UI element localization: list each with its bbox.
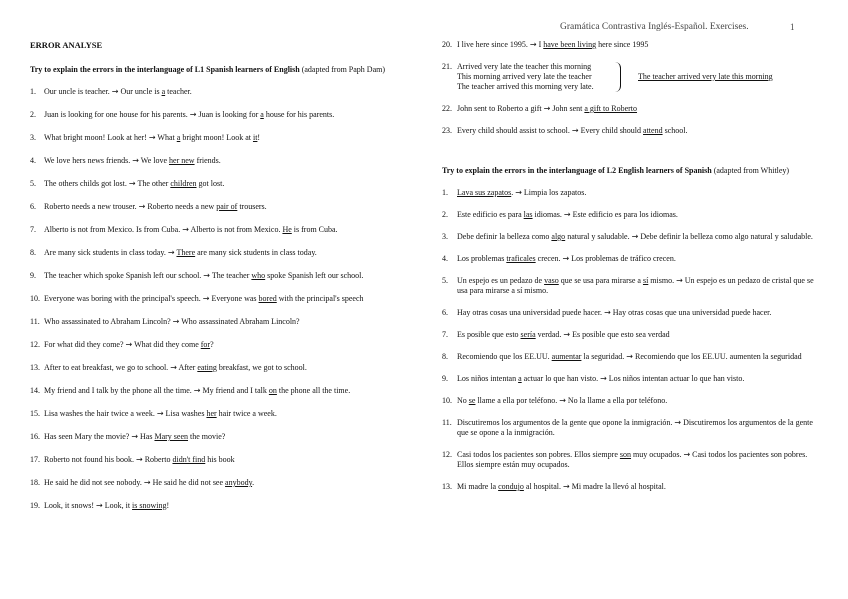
item-text: Mi madre la (457, 482, 499, 491)
corrected-text: las (523, 210, 533, 219)
item-number: 2. (442, 210, 448, 219)
exercise-item (30, 294, 408, 304)
exercise-item (30, 455, 408, 465)
left-intro-bold: Try to explain the errors in the interlanguage of L1 Spanish learners of English (30, 65, 300, 74)
corrected-text: pair of (216, 202, 238, 211)
arrow-right-icon: → (563, 482, 570, 491)
corrected-text: Mary seen (154, 432, 189, 441)
exercise-item-23 (442, 126, 822, 136)
exercise-item (30, 133, 408, 143)
corrected-text: anybody (225, 478, 253, 487)
exercise-item (442, 308, 822, 318)
item-number: 11. (442, 418, 452, 427)
item-text: Our uncle is teacher. (44, 87, 112, 96)
item-21-line-2: This morning arrived very late the teacher (457, 72, 592, 81)
arrow-right-icon: → (543, 104, 551, 113)
item-number: 10. (30, 294, 40, 303)
corrected-text: aumentar (551, 352, 582, 361)
item-text: Un espejo es un pedazo de cristal que se usa para mirarse a sí mismo. (457, 276, 814, 295)
arrow-right-icon: → (96, 501, 103, 510)
item-text: Discutiremos los argumentos de la gente que opone la inmigración. (457, 418, 675, 427)
item-text: Hay otras cosas que una universidad puede hacer. (610, 308, 772, 317)
section-spacer (442, 148, 822, 166)
item-text: John sent to Roberto a gift (457, 104, 544, 113)
arrow-right-icon: → (132, 156, 139, 165)
corrected-text: have been living (543, 40, 597, 49)
item-text: I (536, 40, 544, 49)
item-text: The teacher (210, 271, 252, 280)
item-text: school. (662, 126, 688, 135)
item-text: la seguridad. (581, 352, 627, 361)
item-number: 12. (442, 450, 452, 459)
corrected-text: eating (197, 363, 217, 372)
item-text: No la llame a ella por teléfono. (565, 396, 668, 405)
item-text: Casi todos los pacientes son pobres. Ellos siempre (457, 450, 620, 459)
item-text: Debe definir la belleza como algo natural y saludable. (638, 232, 813, 241)
item-text: bright moon! Look at (180, 133, 253, 142)
corrected-text: a (176, 133, 181, 142)
arrow-right-icon: → (676, 276, 683, 285)
section-heading: ERROR ANALYSE (30, 40, 103, 50)
left-intro-rest: (adapted from Paph Dam) (299, 65, 386, 74)
exercise-item (442, 352, 822, 362)
arrow-right-icon: → (189, 110, 197, 119)
item-text: ! (257, 133, 261, 142)
item-text: house for his parents. (263, 110, 335, 119)
item-number: 8. (30, 248, 36, 257)
exercise-item (30, 432, 408, 442)
corrected-text: a (518, 374, 522, 383)
item-text: Juan is looking for (196, 110, 261, 119)
corrected-text: Lava sus zapatos (457, 188, 512, 197)
item-text: Los problemas de tráfico crecen. (569, 254, 676, 263)
item-text: The others childs got lost. (44, 179, 129, 188)
item-text: the movie? (188, 432, 226, 441)
item-text: Juan is looking for one house for his parents. (44, 110, 190, 119)
exercise-item (30, 271, 408, 281)
arrow-right-icon: → (563, 330, 571, 339)
item-text: Roberto needs a new (145, 202, 217, 211)
arrow-right-icon: → (172, 317, 180, 326)
corrected-text: is snowing (132, 501, 167, 510)
arrow-right-icon: → (125, 340, 133, 349)
item-number: 4. (30, 156, 36, 165)
corrected-text: a (161, 87, 166, 96)
item-text: What bright moon! Look at her! (44, 133, 149, 142)
item-number: 2. (30, 110, 36, 119)
item-text: Los niños intentan (457, 374, 519, 383)
exercise-item (30, 225, 408, 235)
exercise-item (30, 501, 408, 511)
corrected-text: for (200, 340, 211, 349)
item-text: llame a ella por teléfono. (475, 396, 560, 405)
item-text: Recomiendo que los EE.UU. aumenten la seguridad (633, 352, 802, 361)
item-text: mismo. (648, 276, 677, 285)
item-text: Every child should assist to school. (457, 126, 572, 135)
item-number: 13. (30, 363, 40, 372)
exercise-item (30, 317, 408, 327)
item-number: 22. (442, 104, 452, 113)
corrected-text: traficales (506, 254, 536, 263)
item-text: Un espejo es un pedazo de (457, 276, 545, 285)
item-text: After to eat breakfast, we go to school. (44, 363, 171, 372)
exercise-item (30, 363, 408, 373)
item-text: Alberto is not from Mexico. Is from Cuba. (44, 225, 183, 234)
item-text: He said he did not see nobody. (44, 478, 144, 487)
corrected-text: There (176, 248, 196, 257)
corrected-text: it (252, 133, 258, 142)
item-text: are many sick students in class today. (195, 248, 317, 257)
item-text: Debe definir la belleza como (457, 232, 552, 241)
left-column (30, 40, 408, 524)
exercise-item (30, 248, 408, 258)
left-intro (30, 65, 408, 75)
arrow-right-icon: → (571, 126, 579, 135)
item-text: Los problemas (457, 254, 507, 263)
arrow-right-icon: → (626, 352, 633, 361)
arrow-right-icon: → (136, 455, 143, 464)
right-intro (442, 166, 822, 176)
item-text: What (155, 133, 177, 142)
item-text: Alberto is not from Mexico. (188, 225, 283, 234)
item-text: Recomiendo que los EE.UU. (457, 352, 552, 361)
corrected-text: son (619, 450, 631, 459)
arrow-right-icon: → (562, 254, 570, 263)
item-text: . (252, 478, 255, 487)
item-number: 11. (30, 317, 40, 326)
item-number: 3. (442, 232, 448, 241)
item-text: Roberto (142, 455, 173, 464)
item-text: We love (138, 156, 170, 165)
corrected-text: condujo (498, 482, 524, 491)
item-text: crecen. (535, 254, 563, 263)
item-number: 23. (442, 126, 452, 135)
item-text: natural y saludable. (565, 232, 632, 241)
item-text: got lost. (196, 179, 225, 188)
exercise-item (30, 478, 408, 488)
item-number: 8. (442, 352, 448, 361)
item-text: The other (135, 179, 171, 188)
exercise-item (442, 276, 822, 296)
exercise-item (30, 179, 408, 189)
exercise-item (442, 210, 822, 220)
item-number: 6. (30, 202, 36, 211)
item-number: 14. (30, 386, 40, 395)
curly-brace-icon (614, 62, 621, 92)
corrected-text: her new (169, 156, 195, 165)
item-text: My friend and I talk (200, 386, 269, 395)
exercise-item (442, 450, 822, 470)
item-text: ? (210, 340, 214, 349)
item-text: Has (138, 432, 155, 441)
item-text: actuar lo que han visto. (521, 374, 601, 383)
arrow-right-icon: → (143, 478, 151, 487)
item-text: Every child should (578, 126, 644, 135)
arrow-right-icon: → (193, 386, 201, 395)
item-text: Has seen Mary the movie? (44, 432, 132, 441)
arrow-right-icon: → (170, 363, 177, 372)
corrected-text: sería (520, 330, 536, 339)
item-number: 15. (30, 409, 40, 418)
arrow-right-icon: → (631, 232, 639, 241)
item-text: John sent (550, 104, 585, 113)
arrow-right-icon: → (148, 133, 156, 142)
item-number: 3. (30, 133, 36, 142)
item-text: Everyone was (209, 294, 259, 303)
item-text: idiomas. (532, 210, 564, 219)
item-text: Discutiremos los argumentos de la gente que se opone a la inmigración. (457, 418, 813, 437)
item-21-line-1: Arrived very late the teacher this morning (457, 62, 592, 71)
item-text: Look, it (102, 501, 133, 510)
corrected-text: algo (551, 232, 566, 241)
item-text: Are many sick students in class today. (44, 248, 168, 257)
exercise-item (442, 418, 822, 438)
item-number: 5. (30, 179, 36, 188)
right-column (442, 40, 822, 504)
arrow-right-icon: → (111, 87, 119, 96)
page-number: 1 (790, 22, 795, 32)
right-intro-bold: Try to explain the errors in the interlanguage of L2 English learners of Spanish (442, 166, 712, 175)
item-text: Mi madre la llevó al hospital. (569, 482, 666, 491)
item-text: is from Cuba. (291, 225, 338, 234)
arrow-right-icon: → (674, 418, 682, 427)
item-number: 9. (442, 374, 448, 383)
item-21-correction: The teacher arrived very late this morning (638, 72, 773, 81)
exercise-item (442, 232, 822, 242)
item-number: 5. (442, 276, 448, 285)
item-number: 1. (442, 188, 448, 197)
item-number: 6. (442, 308, 448, 317)
item-text: al hospital. (523, 482, 563, 491)
item-text: Who assassinated to Abraham Lincoln? (44, 317, 173, 326)
corrected-text: a gift to Roberto (584, 104, 638, 113)
item-21-line-3: The teacher arrived this morning very late. (457, 82, 594, 91)
exercise-item-21 (442, 62, 822, 92)
exercise-item (30, 340, 408, 350)
item-text: Our uncle is (118, 87, 162, 96)
item-text: muy ocupados. (631, 450, 684, 459)
corrected-text: bored (258, 294, 277, 303)
exercise-item (30, 202, 408, 212)
item-text: Lisa washes the hair twice a week. (44, 409, 157, 418)
right-exercise-list (442, 188, 822, 492)
item-text: Es posible que esto sea verdad (570, 330, 670, 339)
arrow-right-icon: → (167, 248, 175, 257)
item-text: ! (166, 501, 170, 510)
corrected-text: se (468, 396, 476, 405)
item-number: 17. (30, 455, 40, 464)
item-text: Hay otras cosas una universidad puede hacer. (457, 308, 605, 317)
arrow-right-icon: → (128, 179, 136, 188)
item-text: verdad. (535, 330, 564, 339)
item-text: Casi todos los pacientes son pobres. Ellos siempre están muy ocupados. (457, 450, 808, 469)
arrow-right-icon: → (182, 225, 189, 234)
item-text: Este edificio es para los idiomas. (570, 210, 678, 219)
exercise-item-20 (442, 40, 822, 50)
item-text: What did they come (132, 340, 201, 349)
arrow-right-icon: → (202, 294, 210, 303)
item-number: 18. (30, 478, 40, 487)
exercise-item-22 (442, 104, 822, 114)
right-intro-rest: (adapted from Whitley) (711, 166, 790, 175)
item-text: que se usa para mirarse a (558, 276, 643, 285)
item-text: Este edificio es para (457, 210, 524, 219)
arrow-right-icon: → (131, 432, 139, 441)
arrow-right-icon: → (683, 450, 691, 459)
item-text: I live here since 1995. (457, 40, 530, 49)
corrected-text: attend (643, 126, 663, 135)
exercise-item (30, 87, 408, 97)
item-text: Es posible que esto (457, 330, 521, 339)
item-number: 7. (442, 330, 448, 339)
item-text: We love hers news friends. (44, 156, 133, 165)
corrected-text: didn't find (172, 455, 206, 464)
item-number: 9. (30, 271, 36, 280)
exercise-item (30, 110, 408, 120)
item-text: teacher. (165, 87, 192, 96)
arrow-right-icon: → (559, 396, 566, 405)
exercise-item (442, 482, 822, 492)
exercise-item (442, 188, 822, 198)
item-text: hair twice a week. (216, 409, 277, 418)
item-text: spoke Spanish left our school. (265, 271, 364, 280)
item-text: Roberto not found his book. (44, 455, 136, 464)
item-text: Everyone was boring with the principal's speech. (44, 294, 203, 303)
corrected-text: He (282, 225, 292, 234)
document-header: Gramática Contrastiva Inglés-Español. Exercises. (560, 22, 749, 32)
arrow-right-icon: → (529, 40, 537, 49)
item-number: 19. (30, 501, 40, 510)
corrected-text: her (206, 409, 217, 418)
item-text: trousers. (237, 202, 267, 211)
item-text: his book (205, 455, 235, 464)
corrected-text: children (170, 179, 197, 188)
item-text: For what did they come? (44, 340, 126, 349)
arrow-right-icon: → (600, 374, 607, 383)
item-text: Los niños intentan actuar lo que han visto. (606, 374, 745, 383)
item-text: After (176, 363, 198, 372)
item-text: Limpia los zapatos. (521, 188, 587, 197)
arrow-right-icon: → (563, 210, 571, 219)
exercise-item (30, 386, 408, 396)
item-text: Roberto needs a new trouser. (44, 202, 139, 211)
corrected-text: sí (642, 276, 649, 285)
arrow-right-icon: → (156, 409, 164, 418)
item-number: 21. (442, 62, 452, 71)
item-number: 10. (442, 396, 452, 405)
item-text: here since 1995 (596, 40, 649, 49)
item-text: the phone all the time. (276, 386, 351, 395)
item-text: My friend and I talk by the phone all the time. (44, 386, 194, 395)
corrected-text: who (251, 271, 266, 280)
item-text: Lisa washes (163, 409, 207, 418)
corrected-text: on (268, 386, 277, 395)
arrow-right-icon: → (604, 308, 611, 317)
item-text: Who assassinated Abraham Lincoln? (179, 317, 300, 326)
item-text: . (511, 188, 516, 197)
exercise-item (442, 396, 822, 406)
arrow-right-icon: → (203, 271, 210, 280)
exercise-item (442, 330, 822, 340)
item-number: 20. (442, 40, 452, 49)
exercise-item (442, 254, 822, 264)
item-text: No (457, 396, 469, 405)
left-exercise-list (30, 87, 408, 511)
corrected-text: vaso (544, 276, 559, 285)
exercise-item (30, 156, 408, 166)
item-number: 7. (30, 225, 36, 234)
item-text: breakfast, we got to school. (216, 363, 307, 372)
item-text: friends. (194, 156, 221, 165)
item-text: He said he did not see (150, 478, 226, 487)
item-number: 13. (442, 482, 452, 491)
arrow-right-icon: → (515, 188, 522, 197)
arrow-right-icon: → (138, 202, 146, 211)
exercise-item (30, 409, 408, 419)
item-number: 1. (30, 87, 36, 96)
item-text: Look, it snows! (44, 501, 96, 510)
exercise-item (442, 374, 822, 384)
item-number: 16. (30, 432, 40, 441)
item-text: with the principal's speech (276, 294, 364, 303)
item-text: The teacher which spoke Spanish left our school. (44, 271, 204, 280)
corrected-text: a (260, 110, 264, 119)
item-number: 4. (442, 254, 448, 263)
item-number: 12. (30, 340, 40, 349)
